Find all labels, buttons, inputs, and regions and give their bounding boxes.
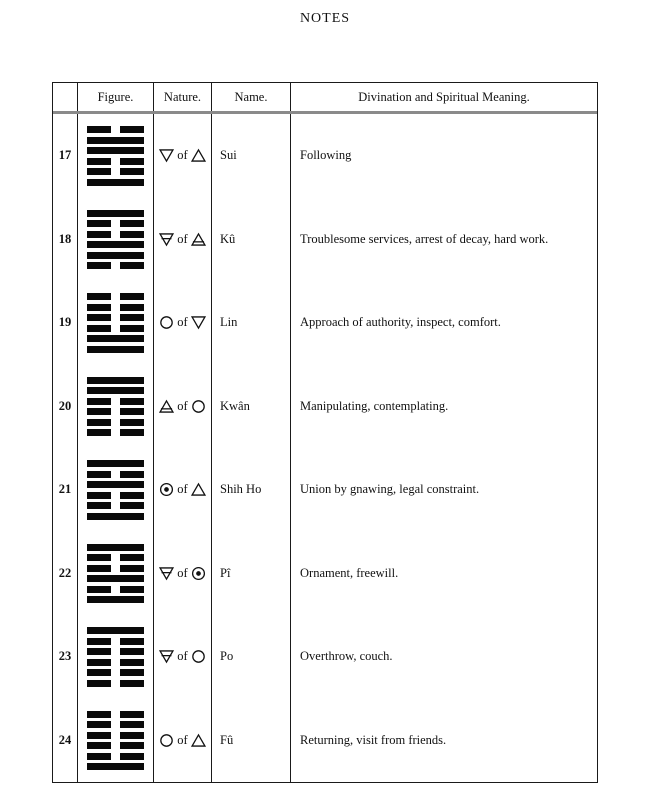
hexagram-line-broken: [87, 293, 144, 300]
triangle-down-icon: [159, 148, 174, 163]
triangle-up-bar-icon: [159, 399, 174, 414]
table-row: [53, 281, 597, 365]
table-row: [53, 365, 597, 449]
nature-cell: [154, 198, 212, 282]
hexagram-meaning: Approach of authority, inspect, comfort.: [300, 315, 501, 330]
hexagram-line-broken: [87, 502, 144, 509]
header-nature: Nature.: [154, 83, 212, 111]
hexagram-line-broken: [87, 262, 144, 269]
figure-cell: [78, 532, 154, 616]
hexagram-meaning: Manipulating, contemplating.: [300, 398, 449, 413]
triangle-down-bar-icon: [159, 566, 174, 581]
hexagram-line-solid: [87, 377, 144, 384]
hexagram-line-solid: [87, 627, 144, 634]
hexagram-number: 20: [53, 365, 78, 449]
table-row: [53, 198, 597, 282]
circle-icon: [191, 399, 206, 414]
hexagram-figure: [87, 210, 144, 270]
hexagram-line-broken: [87, 669, 144, 676]
hexagram-line-solid: [87, 179, 144, 186]
sun-icon: [159, 482, 174, 497]
hexagram-line-broken: [87, 648, 144, 655]
nature-conjunction: of: [177, 649, 188, 664]
nature-conjunction: of: [177, 315, 188, 330]
triangle-up-bar-icon: [191, 232, 206, 247]
hexagram-figure: [87, 627, 144, 687]
hexagram-name: Shih Ho: [212, 448, 291, 532]
hexagram-line-broken: [87, 586, 144, 593]
hexagram-line-solid: [87, 481, 144, 488]
hexagram-line-solid: [87, 544, 144, 551]
hexagram-line-broken: [87, 492, 144, 499]
table-row: [53, 448, 597, 532]
hexagram-line-broken: [87, 721, 144, 728]
hexagram-line-solid: [87, 346, 144, 353]
nature-cell: [154, 448, 212, 532]
hexagram-line-broken: [87, 419, 144, 426]
hexagram-line-solid: [87, 241, 144, 248]
nature-conjunction: of: [177, 231, 188, 246]
hexagram-number: 22: [53, 532, 78, 616]
hexagram-line-broken: [87, 659, 144, 666]
nature-conjunction: of: [177, 482, 188, 497]
hexagram-line-solid: [87, 763, 144, 770]
figure-cell: [78, 198, 154, 282]
hexagram-line-solid: [87, 513, 144, 520]
hexagram-line-broken: [87, 638, 144, 645]
figure-cell: [78, 699, 154, 783]
hexagram-line-broken: [87, 554, 144, 561]
triangle-down-bar-icon: [159, 649, 174, 664]
triangle-down-bar-icon: [159, 232, 174, 247]
hexagram-number: 18: [53, 198, 78, 282]
hexagram-line-broken: [87, 565, 144, 572]
hexagram-table: [52, 82, 598, 783]
hexagram-line-broken: [87, 398, 144, 405]
hexagram-meaning: Overthrow, couch.: [300, 649, 393, 664]
hexagram-number: 19: [53, 281, 78, 365]
header-figure: Figure.: [78, 83, 154, 111]
nature-cell: [154, 365, 212, 449]
table-row: [53, 532, 597, 616]
hexagram-line-broken: [87, 304, 144, 311]
nature-conjunction: of: [177, 148, 188, 163]
nature-cell: [154, 532, 212, 616]
hexagram-number: 17: [53, 114, 78, 198]
circle-icon: [159, 733, 174, 748]
nature-cell: [154, 281, 212, 365]
hexagram-line-broken: [87, 408, 144, 415]
hexagram-line-broken: [87, 126, 144, 133]
hexagram-line-broken: [87, 168, 144, 175]
table-row: [53, 699, 597, 783]
hexagram-line-broken: [87, 680, 144, 687]
sun-icon: [191, 566, 206, 581]
hexagram-line-solid: [87, 335, 144, 342]
header-number: [53, 83, 78, 111]
hexagram-name: Pî: [212, 532, 291, 616]
hexagram-line-solid: [87, 252, 144, 259]
hexagram-line-solid: [87, 596, 144, 603]
nature-cell: [154, 615, 212, 699]
hexagram-number: 23: [53, 615, 78, 699]
hexagram-figure: [87, 711, 144, 771]
hexagram-line-solid: [87, 137, 144, 144]
hexagram-line-broken: [87, 471, 144, 478]
hexagram-meaning: Following: [300, 148, 352, 163]
figure-cell: [78, 365, 154, 449]
hexagram-name: Po: [212, 615, 291, 699]
hexagram-name: Lin: [212, 281, 291, 365]
hexagram-line-broken: [87, 742, 144, 749]
hexagram-line-solid: [87, 387, 144, 394]
hexagram-figure: [87, 126, 144, 186]
table-row: [53, 615, 597, 699]
hexagram-meaning: Union by gnawing, legal constraint.: [300, 482, 480, 497]
hexagram-figure: [87, 293, 144, 353]
nature-conjunction: of: [177, 732, 188, 747]
circle-icon: [191, 649, 206, 664]
hexagram-line-broken: [87, 753, 144, 760]
hexagram-meaning: Ornament, freewill.: [300, 565, 399, 580]
header-meaning: Divination and Spiritual Meaning.: [358, 89, 530, 104]
triangle-up-icon: [191, 733, 206, 748]
hexagram-figure: [87, 460, 144, 520]
hexagram-name: Kwân: [212, 365, 291, 449]
hexagram-line-broken: [87, 314, 144, 321]
hexagram-figure: [87, 544, 144, 604]
hexagram-line-broken: [87, 732, 144, 739]
hexagram-meaning: Returning, visit from friends.: [300, 732, 447, 747]
figure-cell: [78, 281, 154, 365]
hexagram-line-solid: [87, 210, 144, 217]
triangle-down-icon: [191, 315, 206, 330]
hexagram-figure: [87, 377, 144, 437]
hexagram-name: Kû: [212, 198, 291, 282]
hexagram-line-broken: [87, 325, 144, 332]
figure-cell: [78, 448, 154, 532]
hexagram-line-broken: [87, 220, 144, 227]
hexagram-line-broken: [87, 711, 144, 718]
nature-conjunction: of: [177, 398, 188, 413]
page-title: NOTES: [299, 11, 351, 26]
nature-cell: [154, 699, 212, 783]
table-header-row: [53, 83, 597, 114]
triangle-up-icon: [191, 482, 206, 497]
hexagram-line-solid: [87, 575, 144, 582]
header-name: Name.: [212, 83, 291, 111]
figure-cell: [78, 615, 154, 699]
hexagram-line-solid: [87, 460, 144, 467]
hexagram-number: 21: [53, 448, 78, 532]
figure-cell: [78, 114, 154, 198]
hexagram-line-broken: [87, 429, 144, 436]
nature-cell: [154, 114, 212, 198]
circle-icon: [159, 315, 174, 330]
hexagram-line-broken: [87, 158, 144, 165]
hexagram-meaning: Troublesome services, arrest of decay, hard work.: [300, 231, 549, 246]
table-row: [53, 114, 597, 198]
nature-conjunction: of: [177, 565, 188, 580]
triangle-up-icon: [191, 148, 206, 163]
hexagram-name: Sui: [212, 114, 291, 198]
hexagram-line-broken: [87, 231, 144, 238]
hexagram-line-solid: [87, 147, 144, 154]
hexagram-name: Fû: [212, 699, 291, 783]
hexagram-number: 24: [53, 699, 78, 783]
